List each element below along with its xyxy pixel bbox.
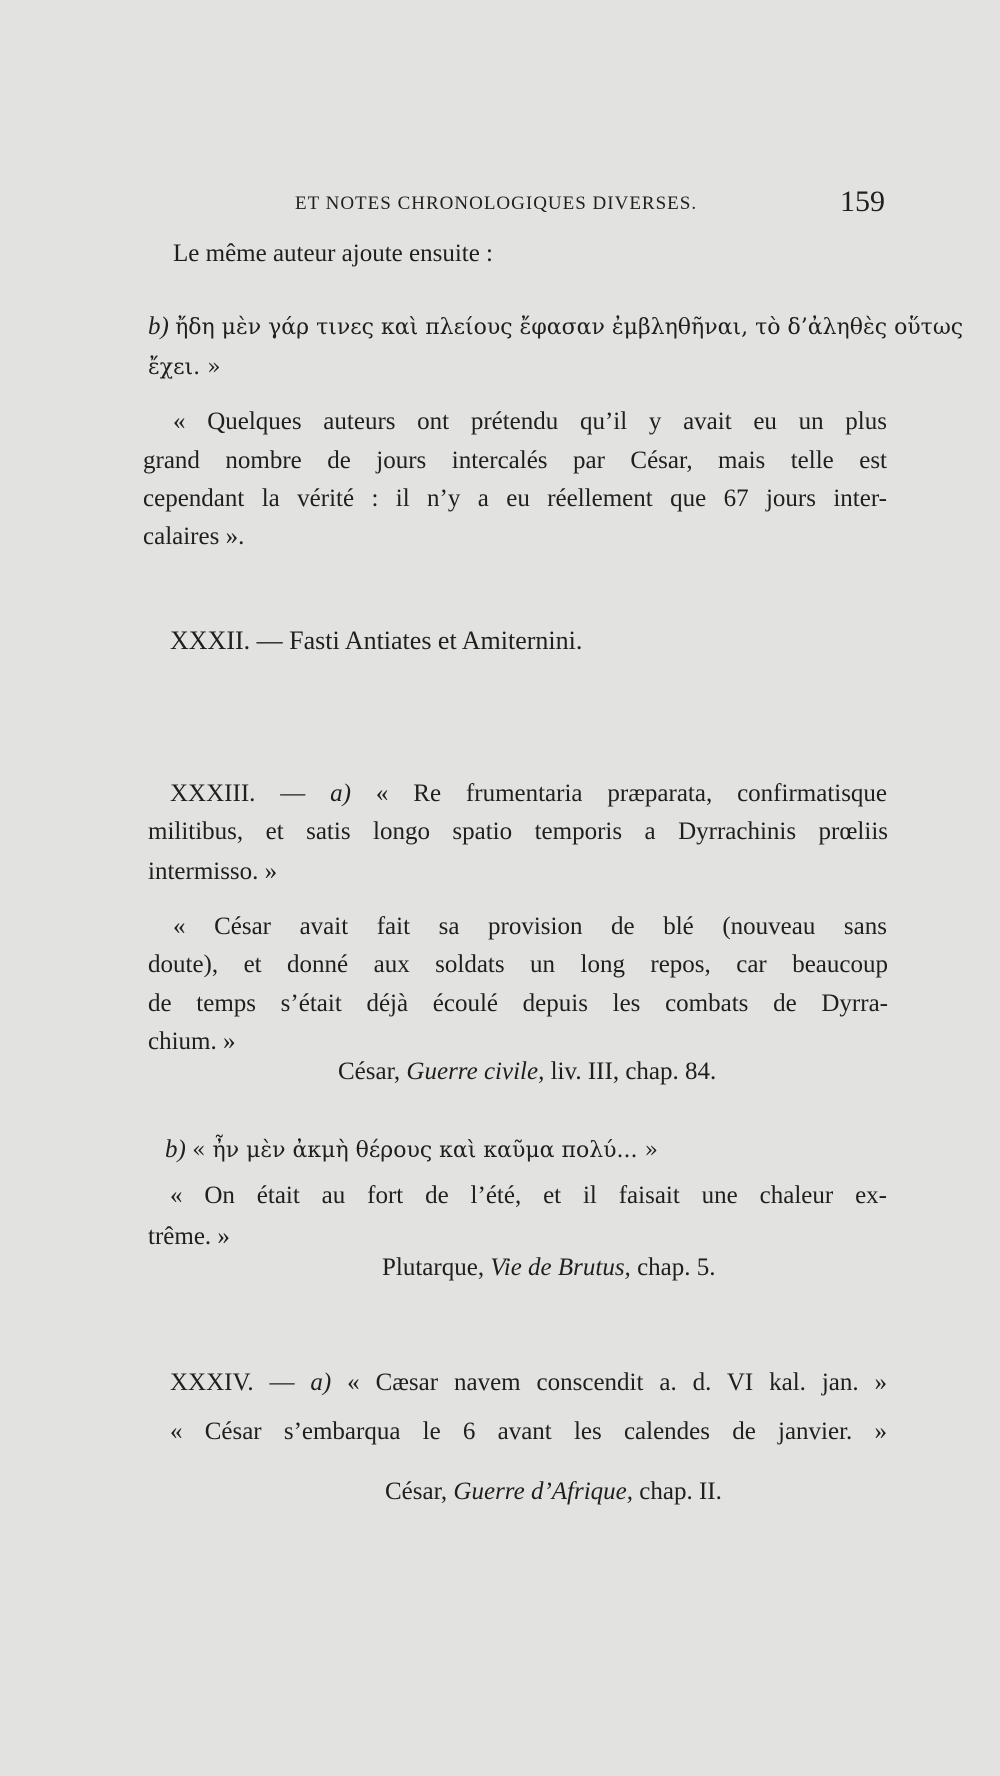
citation-c [385,1478,722,1506]
section-dash: — [280,780,306,807]
greek-text-1: ἤδη μὲν γάρ τινες καὶ πλείους ἔφασαν ἐμβληθῆναι, τὸ δ’ἀληθὲς οὕτως [175,315,964,340]
latin-text: « Re frumentaria præparata, confirmatisque [375,780,888,807]
translation-line-4: calaires ». [143,523,245,550]
citation-author: César, [338,1058,401,1085]
translation-a-line-1: « César avait fait sa provision de blé (nouveau sans [173,913,887,940]
item-letter-b: b) [148,313,169,340]
translation-b-line-1: « On était au fort de l’été, et il faisait une chaleur ex- [170,1182,887,1209]
citation-work: Guerre d’Afrique, [453,1478,634,1505]
item-letter-a: a) [330,780,351,807]
citation-author: César, [385,1478,448,1505]
section-33-first-line [170,780,887,808]
item-letter-a: a) [310,1369,332,1396]
translation-a-line-4: chium. » [148,1028,236,1055]
section-number: XXXIV. [170,1369,254,1396]
latin-text: « Cæsar navem conscendit a. d. VI kal. jan. » [347,1369,888,1396]
running-title: ET NOTES CHRONOLOGIQUES DIVERSES. [295,193,698,214]
section-34-first-line [170,1369,887,1397]
citation-reference: chap. 5. [637,1254,716,1281]
translation-line-3: cependant la vérité : il n’y a eu réellement que 67 jours inter- [143,485,887,512]
greek-quote-line-2 [148,353,221,381]
section-dash: — [269,1369,295,1396]
translation-a-line-3: de temps s’était déjà écoulé depuis les combats de Dyrra- [148,990,888,1017]
citation-work: Vie de Brutus, [490,1254,631,1281]
translation-b-line-2: trême. » [148,1223,230,1250]
citation-reference: liv. III, chap. 84. [550,1058,717,1085]
citation-author: Plutarque, [382,1254,485,1281]
section-number: XXXIII. [170,780,256,807]
citation-work: Guerre civile, [406,1058,545,1085]
greek-quote-b [165,1136,658,1164]
citation-b [382,1254,716,1282]
latin-line-2: militibus, et satis longo spatio temporis a Dyrrachinis prœliis [148,818,888,845]
page-number: 159 [840,185,885,218]
greek-text-b: « ἦν μὲν ἀκμὴ θέρους καὶ καῦμα πολύ... » [192,1138,658,1163]
intro-line: Le même auteur ajoute ensuite : [173,240,494,267]
translation-line-1: « Quelques auteurs ont prétendu qu’il y avait eu un plus [173,408,887,435]
section-title: Fasti Antiates et Amiternini. [289,626,583,655]
greek-text-2: ἔχει. » [148,355,221,380]
section-dash: — [256,626,283,655]
citation-a [338,1058,716,1086]
citation-reference: chap. II. [639,1478,722,1505]
translation-line-2: grand nombre de jours intercalés par César, mais telle est [143,447,887,474]
greek-quote-line-1 [148,313,963,341]
latin-line-3: intermisso. » [148,858,278,885]
section-32-heading [170,626,582,656]
section-34-translation: « César s’embarqua le 6 avant les calendes de janvier. » [170,1418,887,1445]
section-number: XXXII. [170,626,251,655]
translation-a-line-2: doute), et donné aux soldats un long repos, car beaucoup [148,951,888,978]
item-letter-b: b) [165,1136,186,1163]
